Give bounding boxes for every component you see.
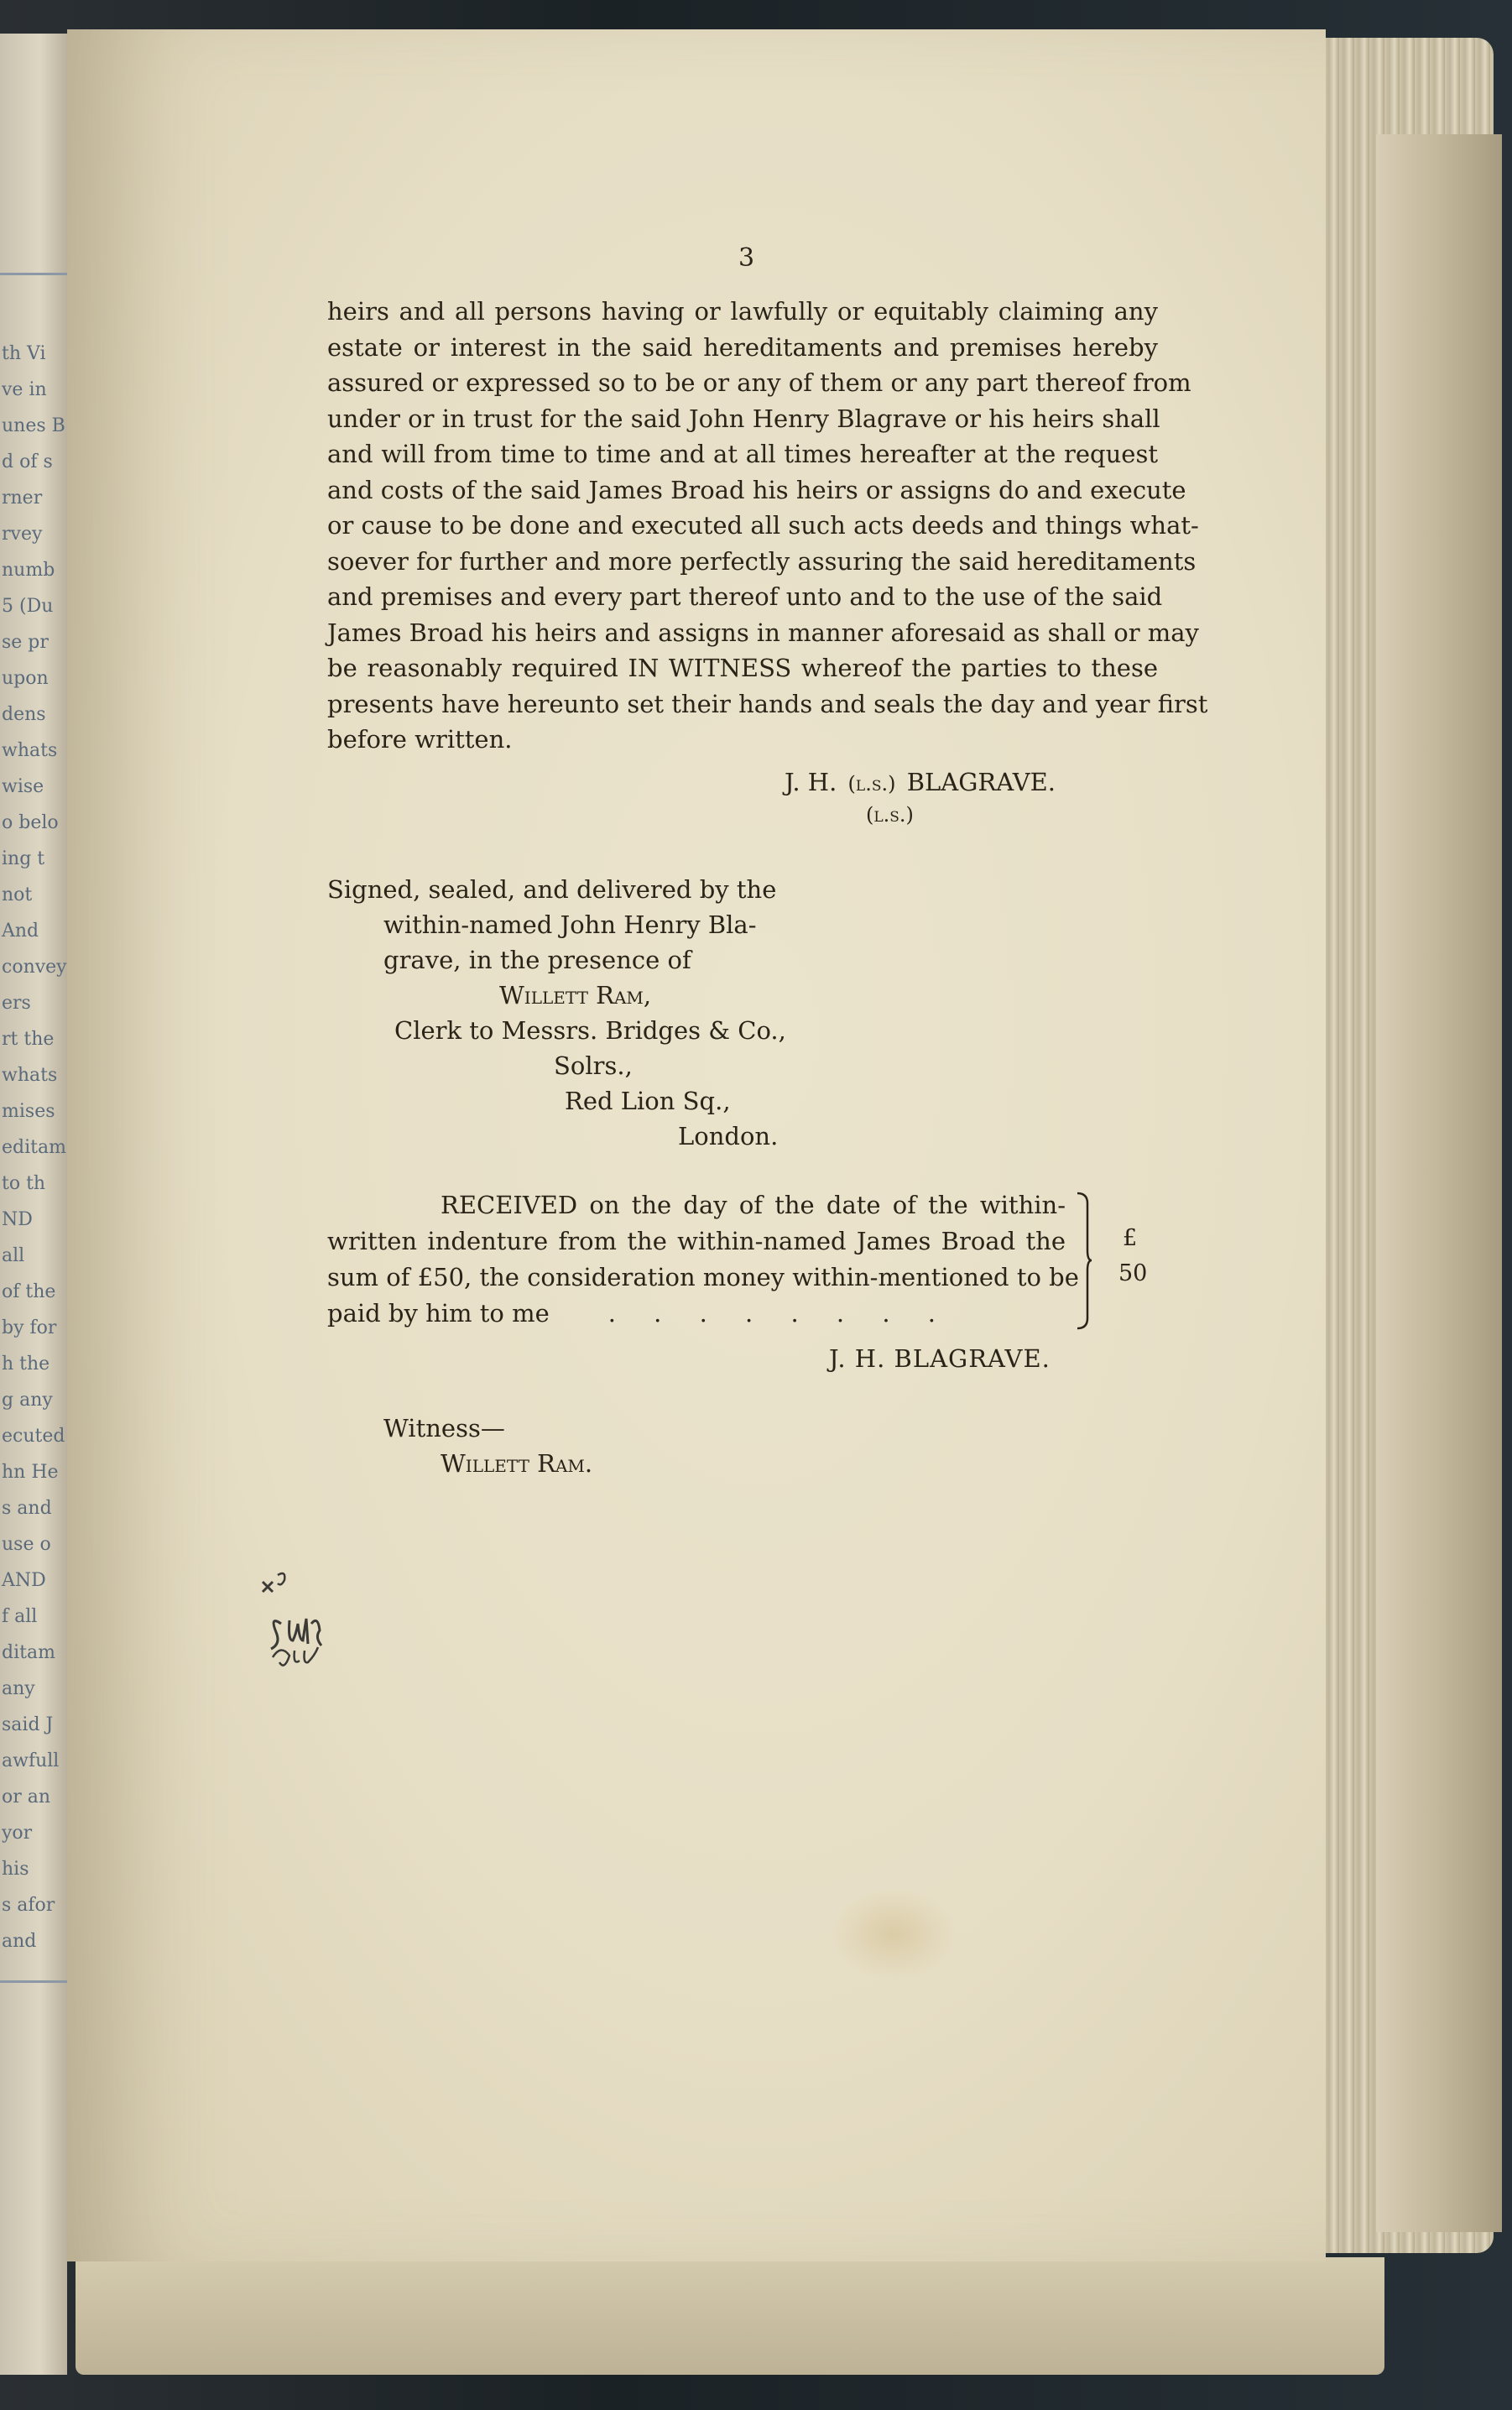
signature-surname: BLAGRAVE. — [906, 768, 1056, 796]
left-margin-line: editam — [2, 1137, 66, 1158]
left-margin-line: dens — [2, 704, 46, 725]
seal-mark-2: (l.s.) — [866, 803, 914, 827]
left-margin-line: ing t — [2, 848, 45, 869]
left-margin-line: ditam — [2, 1642, 55, 1663]
left-margin-line: o belo — [2, 812, 59, 833]
left-margin-line: hn He — [2, 1462, 59, 1483]
left-margin-line: ecuted — [2, 1426, 65, 1447]
receipt-line-4-text: paid by him to me — [327, 1299, 550, 1328]
paragraph-line: presents have hereunto set their hands and seals the day and year first — [327, 689, 1208, 718]
signature-line — [785, 768, 1056, 796]
left-margin-line: upon — [2, 668, 49, 689]
left-margin-line: th Vi — [2, 343, 46, 364]
left-margin-line: by for — [2, 1317, 57, 1338]
currency-symbol: £ — [1123, 1225, 1138, 1251]
attestation-line-7: Red Lion Sq., — [565, 1087, 731, 1115]
paragraph-line: and costs of the said James Broad his heirs or assigns do and execute — [327, 475, 1186, 504]
pencil-annotation-icon — [256, 1557, 357, 1708]
left-margin-line: yor — [2, 1823, 33, 1844]
attestation-line-2: within-named John Henry Bla- — [383, 910, 757, 939]
witness-label: Witness— — [383, 1414, 505, 1442]
left-page-rule-bottom — [0, 1980, 67, 1983]
left-margin-line: rt the — [2, 1029, 55, 1050]
attestation-line-6: Solrs., — [554, 1051, 633, 1080]
signature-initials: J. H. — [785, 768, 837, 796]
left-margin-line: AND — [2, 1570, 46, 1591]
page-number: 3 — [738, 243, 755, 273]
left-margin-line: his — [2, 1859, 29, 1880]
left-margin-line: 5 (Du — [2, 596, 54, 617]
left-margin-line: f all — [2, 1606, 38, 1627]
seal-mark-1: (l.s.) — [847, 772, 896, 796]
left-margin-line: not — [2, 884, 33, 905]
attestation-line-1: Signed, sealed, and delivered by the — [327, 875, 777, 904]
left-margin-line: ve in — [2, 379, 47, 400]
left-margin-line: s afor — [2, 1895, 55, 1916]
left-margin-line: awfull — [2, 1750, 60, 1771]
receipt-amount: 50 — [1118, 1260, 1148, 1286]
left-facing-page — [0, 34, 67, 2375]
page-bottom-edge — [76, 2257, 1384, 2375]
left-margin-line: mises — [2, 1101, 55, 1122]
left-margin-line: to th — [2, 1173, 46, 1194]
main-paragraph — [327, 294, 1208, 758]
receipt-line-3: sum of £50, the consideration money within-mentioned to be — [327, 1263, 1079, 1291]
stacked-page-edges-inner — [1376, 134, 1502, 2232]
left-margin-line: g any — [2, 1390, 53, 1411]
left-margin-line: ers — [2, 993, 31, 1014]
left-margin-line: h the — [2, 1354, 50, 1375]
left-margin-line: wise — [2, 776, 44, 797]
left-margin-line: all — [2, 1245, 25, 1266]
attestation-line-8: London. — [678, 1122, 779, 1150]
left-margin-line: of the — [2, 1281, 56, 1302]
attestation-witness-name: Willett Ram, — [499, 981, 652, 1009]
left-margin-line: whats — [2, 740, 58, 761]
left-page-rule-top — [0, 273, 67, 275]
left-margin-line: said J — [2, 1714, 54, 1735]
receipt-line-4 — [327, 1296, 1066, 1332]
left-margin-line: unes B — [2, 415, 65, 436]
left-margin-line: rvey — [2, 524, 43, 545]
left-margin-line: or an — [2, 1787, 51, 1808]
left-margin-line: numb — [2, 560, 55, 581]
left-margin-line: s and — [2, 1498, 52, 1519]
receipt-leader-dots: . . . . . . . . — [607, 1299, 952, 1328]
paragraph-line: be reasonably required IN WITNESS whereof the parties to these — [327, 654, 1158, 682]
left-margin-line: whats — [2, 1065, 58, 1086]
left-margin-line: d of s — [2, 451, 53, 472]
left-margin-line: convey — [2, 957, 67, 978]
left-margin-line: any — [2, 1678, 35, 1699]
paragraph-line: James Broad his heirs and assigns in manner aforesaid as shall or may — [327, 618, 1199, 647]
left-margin-line: rner — [2, 488, 43, 509]
witness-name: Willett Ram. — [441, 1449, 593, 1478]
paragraph-line: and will from time to time and at all times hereafter at the request — [327, 440, 1158, 468]
receipt-line-2: written indenture from the within-named James Broad the — [327, 1227, 1066, 1255]
receipt-paragraph — [327, 1187, 1079, 1332]
paper-stain — [831, 1888, 957, 1980]
left-page-margin-text — [2, 336, 67, 1959]
left-margin-line: ND — [2, 1209, 33, 1230]
receipt-line-1: RECEIVED on the day of the date of the within- — [441, 1191, 1066, 1219]
left-margin-line: And — [2, 921, 39, 942]
receipt-signatory: J. H. BLAGRAVE. — [829, 1344, 1051, 1373]
paragraph-line: assured or expressed so to be or any of them or any part thereof from — [327, 368, 1191, 397]
paragraph-line: estate or interest in the said hereditaments and premises hereby — [327, 332, 1158, 362]
paragraph-line: and premises and every part thereof unto and to the use of the said — [327, 582, 1163, 611]
paragraph-line: heirs and all persons having or lawfully or equitably claiming any — [327, 297, 1158, 326]
attestation-line-5: Clerk to Messrs. Bridges & Co., — [394, 1016, 786, 1045]
left-margin-line: and — [2, 1931, 37, 1952]
paragraph-line: or cause to be done and executed all such acts deeds and things what- — [327, 511, 1199, 540]
paragraph-line: before written. — [327, 725, 513, 754]
left-margin-line: se pr — [2, 632, 49, 653]
attestation-line-3: grave, in the presence of — [383, 946, 691, 974]
paragraph-line: under or in trust for the said John Henry Blagrave or his heirs shall — [327, 404, 1160, 433]
curly-brace-icon — [1076, 1192, 1092, 1330]
left-margin-line: use o — [2, 1534, 51, 1555]
paragraph-line: soever for further and more perfectly assuring the said hereditaments — [327, 546, 1197, 576]
